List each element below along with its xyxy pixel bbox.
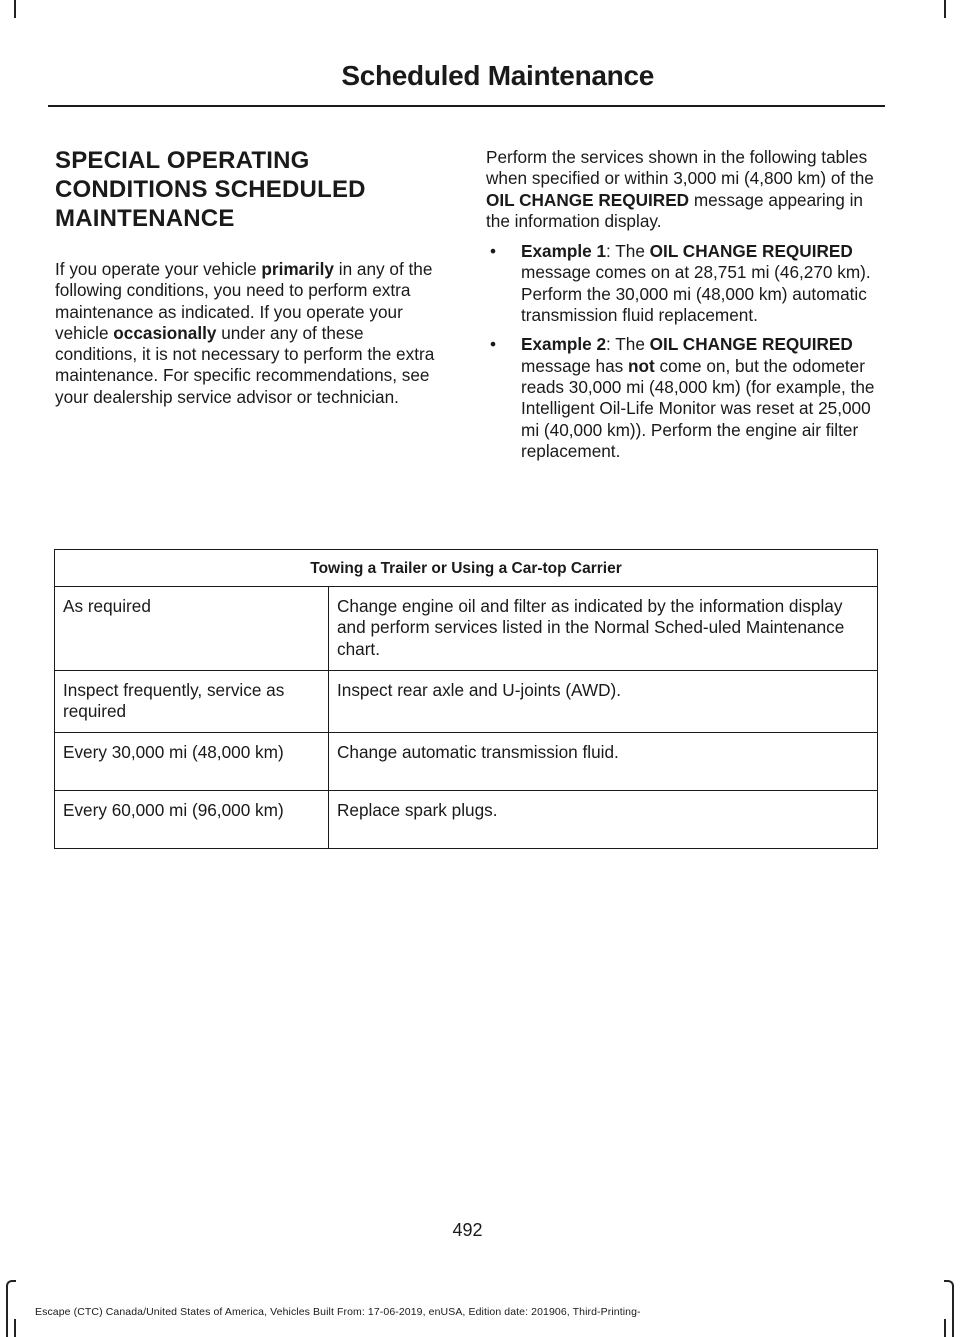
perform-text-2: message appearing in the information display.: [486, 189, 863, 231]
table-cell-when: Inspect frequently, service as required: [55, 670, 329, 733]
example-item: [486, 334, 881, 462]
footer-edition-info: Escape (CTC) Canada/United States of America, Vehicles Built From: 17-06-2019, enUSA, Edition date: 201906, Third-Printing-: [35, 1306, 641, 1318]
maintenance-table: [54, 549, 878, 849]
page-number: 492: [452, 1220, 483, 1240]
table-cell-action: Inspect rear axle and U-joints (AWD).: [329, 670, 878, 733]
table-cell-action: Change automatic transmission fluid.: [329, 733, 878, 791]
table-cell-action: Change engine oil and filter as indicated by the information display and perform services listed in the Normal Sched-uled Maintenance chart.: [329, 587, 878, 671]
example-emphasis-not: not: [628, 355, 655, 376]
perform-paragraph: [486, 147, 881, 232]
heading-line-3: MAINTENANCE: [55, 205, 235, 232]
left-column: [55, 146, 450, 408]
binding-tab-left: [6, 1280, 16, 1337]
example-text: come on, but the odometer reads 30,000 mi (48,000 km) (for example, the Intelligent Oil-Life Monitor was reset at 25,000 mi (40,000 km)). Perform the engine air filter replacement.: [521, 355, 875, 461]
example-text: : The: [606, 241, 650, 262]
intro-text-2: in any of the following conditions, you need to perform extra maintenance as indicated. If you operate your vehicle: [55, 259, 433, 343]
table-row: [55, 587, 878, 671]
table-row: [55, 733, 878, 791]
example-message: OIL CHANGE REQUIRED: [649, 334, 853, 355]
example-text: message comes on at 28,751 mi (46,270 km). Perform the 30,000 mi (48,000 km) automatic transmission fluid replacement.: [521, 262, 871, 326]
examples-list: [486, 241, 881, 462]
example-message: OIL CHANGE REQUIRED: [649, 241, 853, 262]
table-cell-action: Replace spark plugs.: [329, 791, 878, 849]
table-title: Towing a Trailer or Using a Car-top Carrier: [55, 550, 878, 587]
right-column: [486, 147, 881, 470]
example-item: [486, 241, 881, 326]
intro-text-3: under any of these conditions, it is not necessary to perform the extra maintenance. For specific recommendations, see your dealership service advisor or technician.: [55, 322, 435, 407]
table-row: [55, 791, 878, 849]
header-divider: [48, 105, 885, 107]
intro-text-1: If you operate your vehicle: [55, 259, 262, 279]
crop-mark-top-left: [14, 0, 16, 18]
example-label: Example 2: [521, 334, 607, 355]
table-cell-when: Every 30,000 mi (48,000 km): [55, 733, 329, 791]
table-cell-when: Every 60,000 mi (96,000 km): [55, 791, 329, 849]
heading-line-1: SPECIAL OPERATING: [55, 147, 310, 174]
crop-mark-top-right: [944, 0, 946, 18]
binding-tab-right: [944, 1280, 954, 1337]
intro-emphasis-primarily: primarily: [261, 259, 334, 279]
example-label: Example 1: [521, 241, 607, 262]
table-row: [55, 670, 878, 733]
perform-text-1: Perform the services shown in the following tables when specified or within 3,000 mi (4,800 km) of the: [486, 147, 874, 189]
section-heading: [55, 146, 450, 233]
example-text: message has: [521, 355, 629, 376]
table-cell-when: As required: [55, 587, 329, 671]
intro-emphasis-occasionally: occasionally: [113, 322, 217, 343]
intro-paragraph: [55, 259, 450, 408]
page-header-title: Scheduled Maintenance: [341, 60, 654, 91]
perform-emphasis: OIL CHANGE REQUIRED: [486, 189, 690, 210]
heading-line-2: CONDITIONS SCHEDULED: [55, 176, 366, 203]
example-text: : The: [606, 334, 650, 355]
